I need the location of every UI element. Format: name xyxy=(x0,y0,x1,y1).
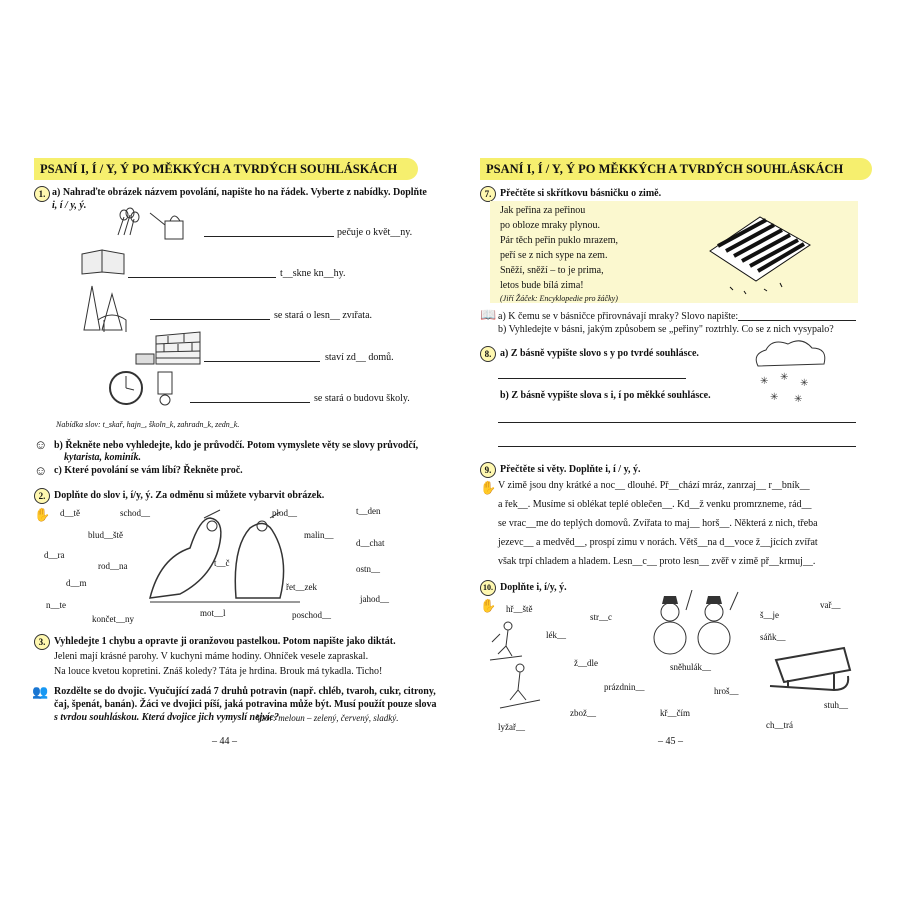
word: kř__čím xyxy=(660,708,690,718)
exercise-number: 8. xyxy=(480,346,496,362)
hand-icon: ✋ xyxy=(480,598,497,613)
ex4-line: s tvrdou souhláskou. Která dvojice jich vymyslí nejvíc? xyxy=(54,712,279,723)
word: lék__ xyxy=(546,630,566,640)
answer-line xyxy=(190,402,310,403)
word: schod__ xyxy=(120,508,150,518)
right-banner: PSANÍ I, Í / Y, Ý PO MĚKKÝCH A TVRDÝCH SOUHLÁSKÁCH xyxy=(480,158,872,180)
ex4-line: čaj, špenát, banán). Žáci ve dvojici píší, jaká potravina může být. Musí použít pouze slova xyxy=(54,699,437,710)
word: stuh__ xyxy=(824,700,849,710)
word: řet__zek xyxy=(286,582,317,592)
exercise-number: 1. xyxy=(34,186,50,202)
word: d__ra xyxy=(44,550,65,560)
ex8-a: a) Z básně vypište slovo s y po tvrdé souhlásce. xyxy=(500,348,699,359)
word: prázdnin__ xyxy=(604,682,645,692)
word: mot__l xyxy=(200,608,226,618)
word: jahod__ xyxy=(360,594,389,604)
ex1-row: pečuje o květ__ny. xyxy=(337,227,413,238)
answer-line xyxy=(150,319,270,320)
ex3-line: Jeleni mají krásné parohy. V kuchyni máme hodiny. Ohníček vesele zapraskal. xyxy=(54,651,369,662)
word: t__č xyxy=(214,558,230,568)
ex3-title: Vyhledejte 1 chybu a opravte ji oranžovou pastelkou. Potom napište jako diktát. xyxy=(54,636,396,647)
word: rod__na xyxy=(98,561,128,571)
right-page xyxy=(450,0,900,900)
ex10-title: Doplňte i, í/y, ý. xyxy=(500,582,567,593)
word: str__c xyxy=(590,612,612,622)
ex2-title: Doplňte do slov i, í/y, ý. Za odměnu si můžete vybarvit obrázek. xyxy=(54,490,325,501)
word: vař__ xyxy=(820,600,841,610)
ex7-title: Přečtěte si skřítkovu básničku o zimě. xyxy=(500,188,662,199)
ex9-line: a řek__. Musíme si oblékat teplé oblečen__. Kd__ž venku promrzneme, rád__ xyxy=(498,499,812,510)
word: ž__dle xyxy=(574,658,598,668)
word: končet__ny xyxy=(92,614,134,624)
ex8-b: b) Z básně vypište slova s i, í po měkké souhlásce. xyxy=(500,390,711,401)
ex1-row: se stará o lesn__ zvıřata. xyxy=(274,310,373,321)
svg-text:✳: ✳ xyxy=(800,378,809,389)
ex1-title-b: i, í / y, ý. xyxy=(52,200,87,211)
forest-deer-icon xyxy=(78,280,138,336)
ex4-line: Rozdělte se do dvojic. Vyučující zadá 7 druhů potravin (např. chléb, tvaroh, cukr, citrony, xyxy=(54,686,436,697)
answer-line xyxy=(128,277,276,278)
word: n__te xyxy=(46,600,66,610)
word: ch__trá xyxy=(766,720,793,730)
pair-icon: 👥 xyxy=(32,684,49,699)
ex9-line: však trpí chladem a hladem. Lesn__c__ proto lesn__ zvěř v zimě př__krmuj__. xyxy=(498,556,816,567)
svg-text:✳: ✳ xyxy=(770,392,779,403)
ex7-b: b) Vyhledejte v básni, jakým způsobem se „peřiny" roztrhly. Co se z nich vysypalo? xyxy=(498,324,834,335)
word: š__je xyxy=(760,610,779,620)
exercise-number: 7. xyxy=(480,186,496,202)
book-icon xyxy=(78,246,128,276)
svg-text:✳: ✳ xyxy=(794,394,803,405)
ex1-c: c) Které povolání se vám líbí? Řekněte proč. xyxy=(54,465,243,476)
poem-source: (Jiří Žáček: Encyklopedie pro žáčky) xyxy=(500,294,618,303)
hand-icon: ✋ xyxy=(480,480,497,495)
poem-line: Jak peřina za peřinou xyxy=(500,205,586,216)
word: zbož__ xyxy=(570,708,596,718)
word: poschod__ xyxy=(292,610,331,620)
ex9-line: jezevc__ a medvěd__, prospí zimu v norách. Větš__na d__voce ž__jících zvířat xyxy=(498,537,818,548)
flowers-watering-can-icon xyxy=(110,205,200,245)
ex1-row: t__skne kn__hy. xyxy=(280,268,346,279)
poem-line: Pár těch peřin puklo mrazem, xyxy=(500,235,619,246)
ex3-line: Na louce kvetou kopretini. Znáš koledy? Táta je hrdina. Brouk má tykadla. Ticho! xyxy=(54,666,383,677)
ex9-line: se vrac__me do teplých domovů. Zvířata to maj__ horš__. Některá z nich, třeba xyxy=(498,518,818,529)
snowmen-icon xyxy=(646,590,746,660)
answer-line xyxy=(204,236,334,237)
word: sněhulák__ xyxy=(670,662,711,672)
ex1-title: a) Nahraďte obrázek názvem povolání, napište ho na řádek. Vyberte z nabídky. Doplňte xyxy=(52,187,427,198)
speaking-icon: ☺ xyxy=(34,437,48,452)
poem-box xyxy=(490,201,858,303)
hand-icon: ✋ xyxy=(34,507,51,522)
striped-blanket-icon xyxy=(700,211,820,295)
svg-text:✳: ✳ xyxy=(780,372,789,383)
ex7-a: a) K čemu se v básničce přirovnávají mraky? Slovo napište: xyxy=(498,311,739,322)
answer-line xyxy=(738,320,856,321)
poem-line: peří se z nich sype na zem. xyxy=(500,250,608,261)
exercise-number: 10. xyxy=(480,580,496,596)
poem-line: Sněží, sněží – to je prima, xyxy=(500,265,604,276)
poem-line: po obloze mraky plynou. xyxy=(500,220,600,231)
word: ostn__ xyxy=(356,564,381,574)
exercise-number: 3. xyxy=(34,634,50,650)
page-number: – 44 – xyxy=(212,736,237,747)
brick-wall-icon xyxy=(134,330,202,366)
ex1-row: staví zd__ domů. xyxy=(325,352,394,363)
answer-line xyxy=(204,361,320,362)
ex1-b: b) Řekněte nebo vyhledejte, kdo je průvodčí. Potom vymyslete věty se slovy průvodčí, xyxy=(54,440,419,451)
clock-bell-icon xyxy=(106,368,186,408)
answer-line xyxy=(498,422,856,423)
word: lyžař__ xyxy=(498,722,525,732)
exercise-number: 9. xyxy=(480,462,496,478)
word-offer: Nabídka slov: t_skař, hajn_, školn_k, zahradn_k, zedn_k. xyxy=(56,420,240,429)
left-banner: PSANÍ I, Í / Y, Ý PO MĚKKÝCH A TVRDÝCH SOUHLÁSKÁCH xyxy=(34,158,418,180)
answer-line xyxy=(498,378,686,379)
ex1-b2: kytarista, kominík. xyxy=(64,452,141,463)
word: sáňk__ xyxy=(760,632,786,642)
word: d__tě xyxy=(60,508,80,518)
poem-line: letos bude bílá zima! xyxy=(500,280,584,291)
ex9-line: V zimě jsou dny krátké a noc__ dlouhé. Př__chází mráz, zanrzaj__ r__bník__ xyxy=(498,480,810,491)
page-number: – 45 – xyxy=(658,736,683,747)
svg-text:✳: ✳ xyxy=(760,376,769,387)
word: blud__ště xyxy=(88,530,123,540)
word: plod__ xyxy=(272,508,298,518)
book-icon: 📖 xyxy=(480,307,497,322)
ex9-title: Přečtěte si věty. Doplňte i, í / y, ý. xyxy=(500,464,641,475)
exercise-number: 2. xyxy=(34,488,50,504)
speaking-icon: ☺ xyxy=(34,463,48,478)
word: t__den xyxy=(356,506,381,516)
skiers-icon xyxy=(486,620,546,720)
ex4-example: Vzor: meloun – zelený, červený, sladký. xyxy=(256,713,399,723)
word: d__chat xyxy=(356,538,385,548)
ex1-row: se stará o budovu školy. xyxy=(314,393,410,404)
word: hř__ště xyxy=(506,604,533,614)
answer-line xyxy=(498,446,856,447)
word: hroš__ xyxy=(714,686,739,696)
word: malin__ xyxy=(304,530,334,540)
word: d__m xyxy=(66,578,87,588)
snow-cloud-icon xyxy=(746,336,836,406)
